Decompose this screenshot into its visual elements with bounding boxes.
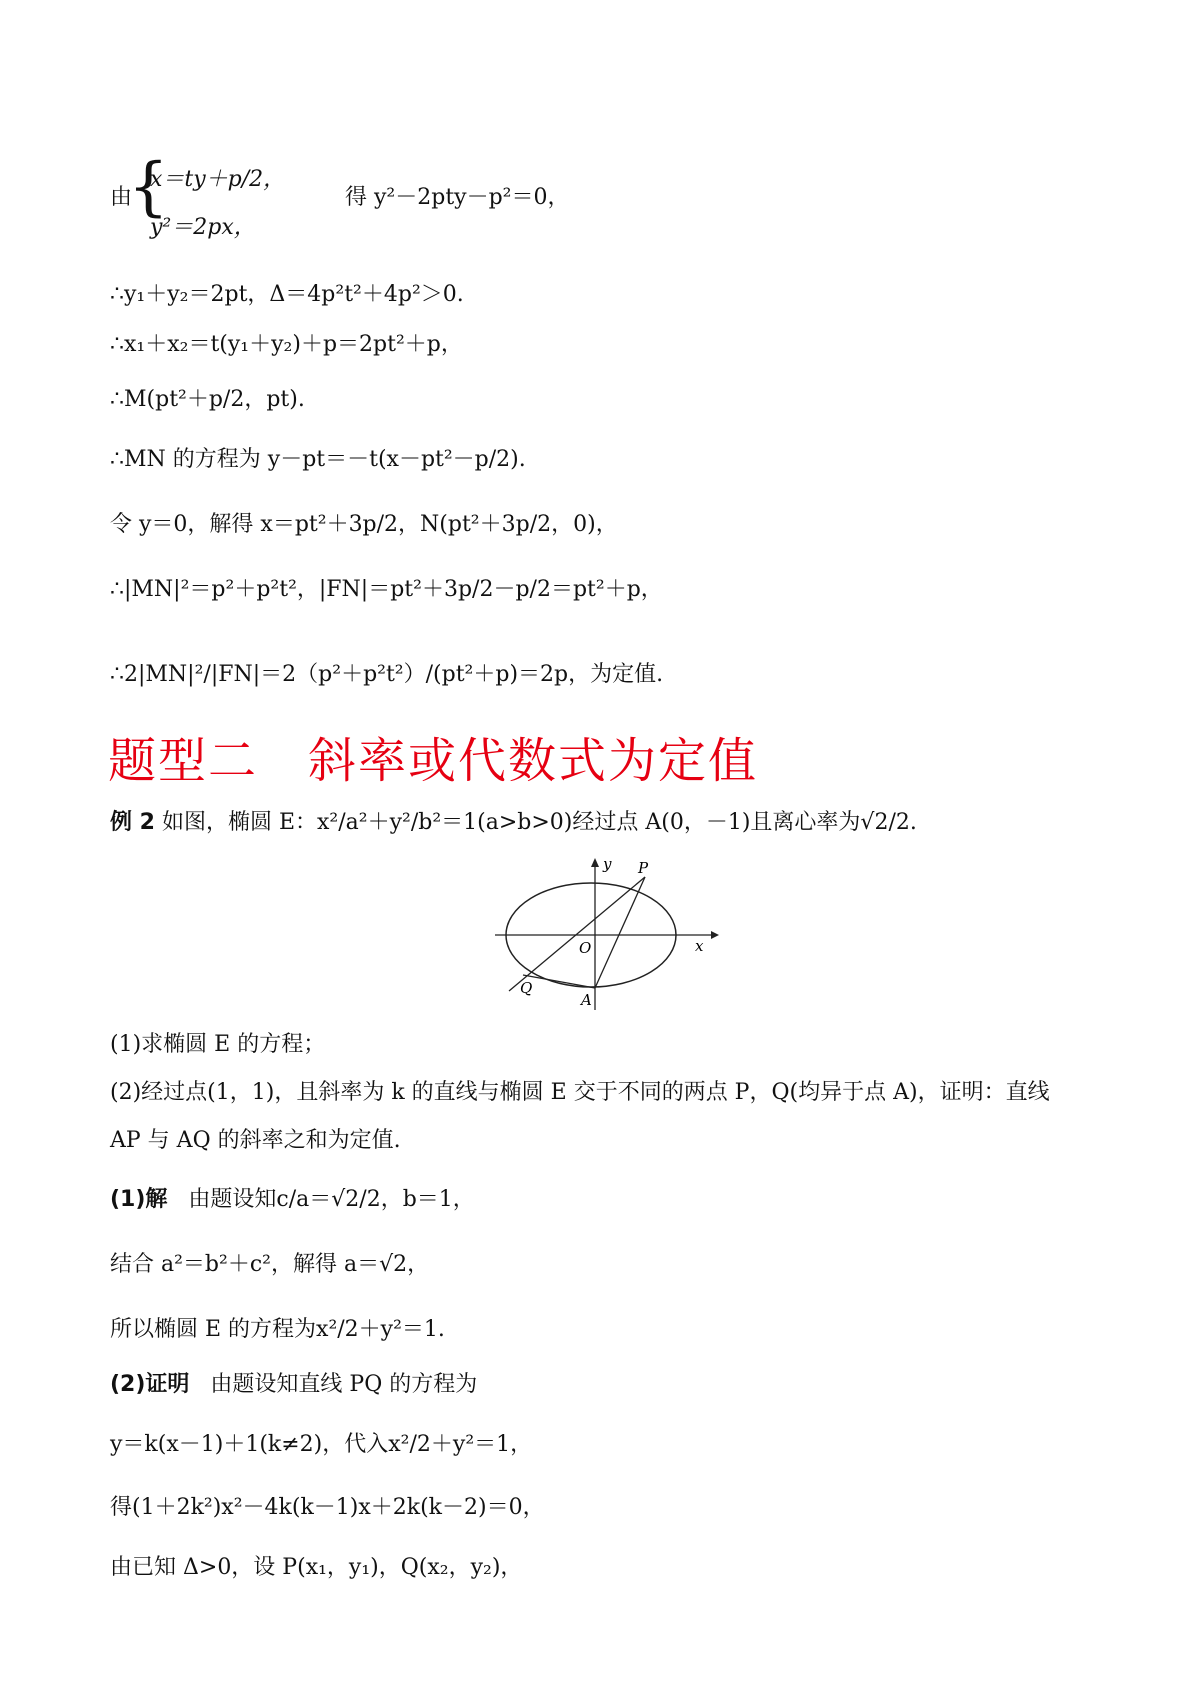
origin-label: O [579, 939, 592, 957]
line-ap [595, 877, 645, 988]
line-aq [523, 975, 595, 988]
example-label: 例 2 [110, 810, 155, 835]
point-p-label: P [638, 859, 649, 877]
solution-1-text: 由题设知c/a＝√2/2，b＝1， [188, 1187, 475, 1212]
question-2-line-2: AP 与 AQ 的斜率之和为定值. [110, 1128, 401, 1153]
system-prefix: 由 [110, 185, 133, 210]
solution-line-4: ∴M(pt²＋p/2，pt). [110, 387, 305, 412]
solution-1-line-2: 结合 a²＝b²＋c²，解得 a＝√2， [110, 1252, 430, 1277]
solution-1-label: (1)解 [110, 1187, 168, 1212]
system-equation-2: y²＝2px， [150, 215, 256, 240]
solution-line-7: ∴|MN|²＝p²＋p²t²，|FN|＝pt²＋3p/2－p/2＝pt²＋p， [110, 577, 663, 602]
solution-2-line-1 [110, 1370, 477, 1400]
section-heading: 题型二 斜率或代数式为定值 [108, 733, 759, 789]
solution-line-5: ∴MN 的方程为 y－pt＝－t(x－pt²－p/2). [110, 447, 526, 472]
solution-1-line-3: 所以椭圆 E 的方程为x²/2＋y²＝1. [110, 1317, 445, 1342]
system-equation-1: x＝ty＋p/2， [150, 167, 286, 192]
solution-2-line-4: 由已知 Δ>0，设 P(x₁，y₁)，Q(x₂，y₂)， [110, 1555, 523, 1580]
x-axis-label: x [695, 937, 704, 955]
question-1: (1)求椭圆 E 的方程； [110, 1032, 326, 1057]
point-q-label: Q [520, 979, 533, 997]
solution-1-line-1 [110, 1185, 475, 1215]
solution-2-line-3: 得(1＋2k²)x²－4k(k－1)x＋2k(k－2)＝0， [110, 1495, 545, 1520]
solution-2-label: (2)证明 [110, 1372, 190, 1397]
y-axis-arrow [591, 858, 599, 867]
system-result: 得 y²－2pty－p²＝0， [345, 185, 570, 210]
left-brace: { [128, 150, 169, 224]
solution-line-6: 令 y＝0，解得 x＝pt²＋3p/2，N(pt²＋3p/2，0)， [110, 512, 618, 537]
solution-2-text: 由题设知直线 PQ 的方程为 [210, 1372, 478, 1397]
example-statement [110, 808, 917, 838]
example-text: 如图，椭圆 E：x²/a²＋y²/b²＝1(a>b>0)经过点 A(0，－1)且离心率为√2/2. [161, 810, 917, 835]
solution-line-8: ∴2|MN|²/|FN|＝2（p²＋p²t²）/(pt²＋p)＝2p，为定值. [110, 662, 664, 687]
question-2-line-1: (2)经过点(1，1)，且斜率为 k 的直线与椭圆 E 交于不同的两点 P，Q(均异于点 A)，证明：直线 [110, 1080, 1050, 1105]
solution-line-3: ∴x₁＋x₂＝t(y₁＋y₂)＋p＝2pt²＋p， [110, 332, 463, 357]
ellipse-figure [495, 855, 720, 1015]
solution-2-line-2: y＝k(x－1)＋1(k≠2)，代入x²/2＋y²＝1， [110, 1432, 533, 1457]
line-pq [509, 877, 645, 991]
x-axis-arrow [711, 931, 719, 939]
y-axis-label: y [603, 855, 612, 873]
solution-line-2: ∴y₁＋y₂＝2pt，Δ＝4p²t²＋4p²＞0. [110, 282, 464, 307]
point-a-label: A [581, 991, 592, 1009]
